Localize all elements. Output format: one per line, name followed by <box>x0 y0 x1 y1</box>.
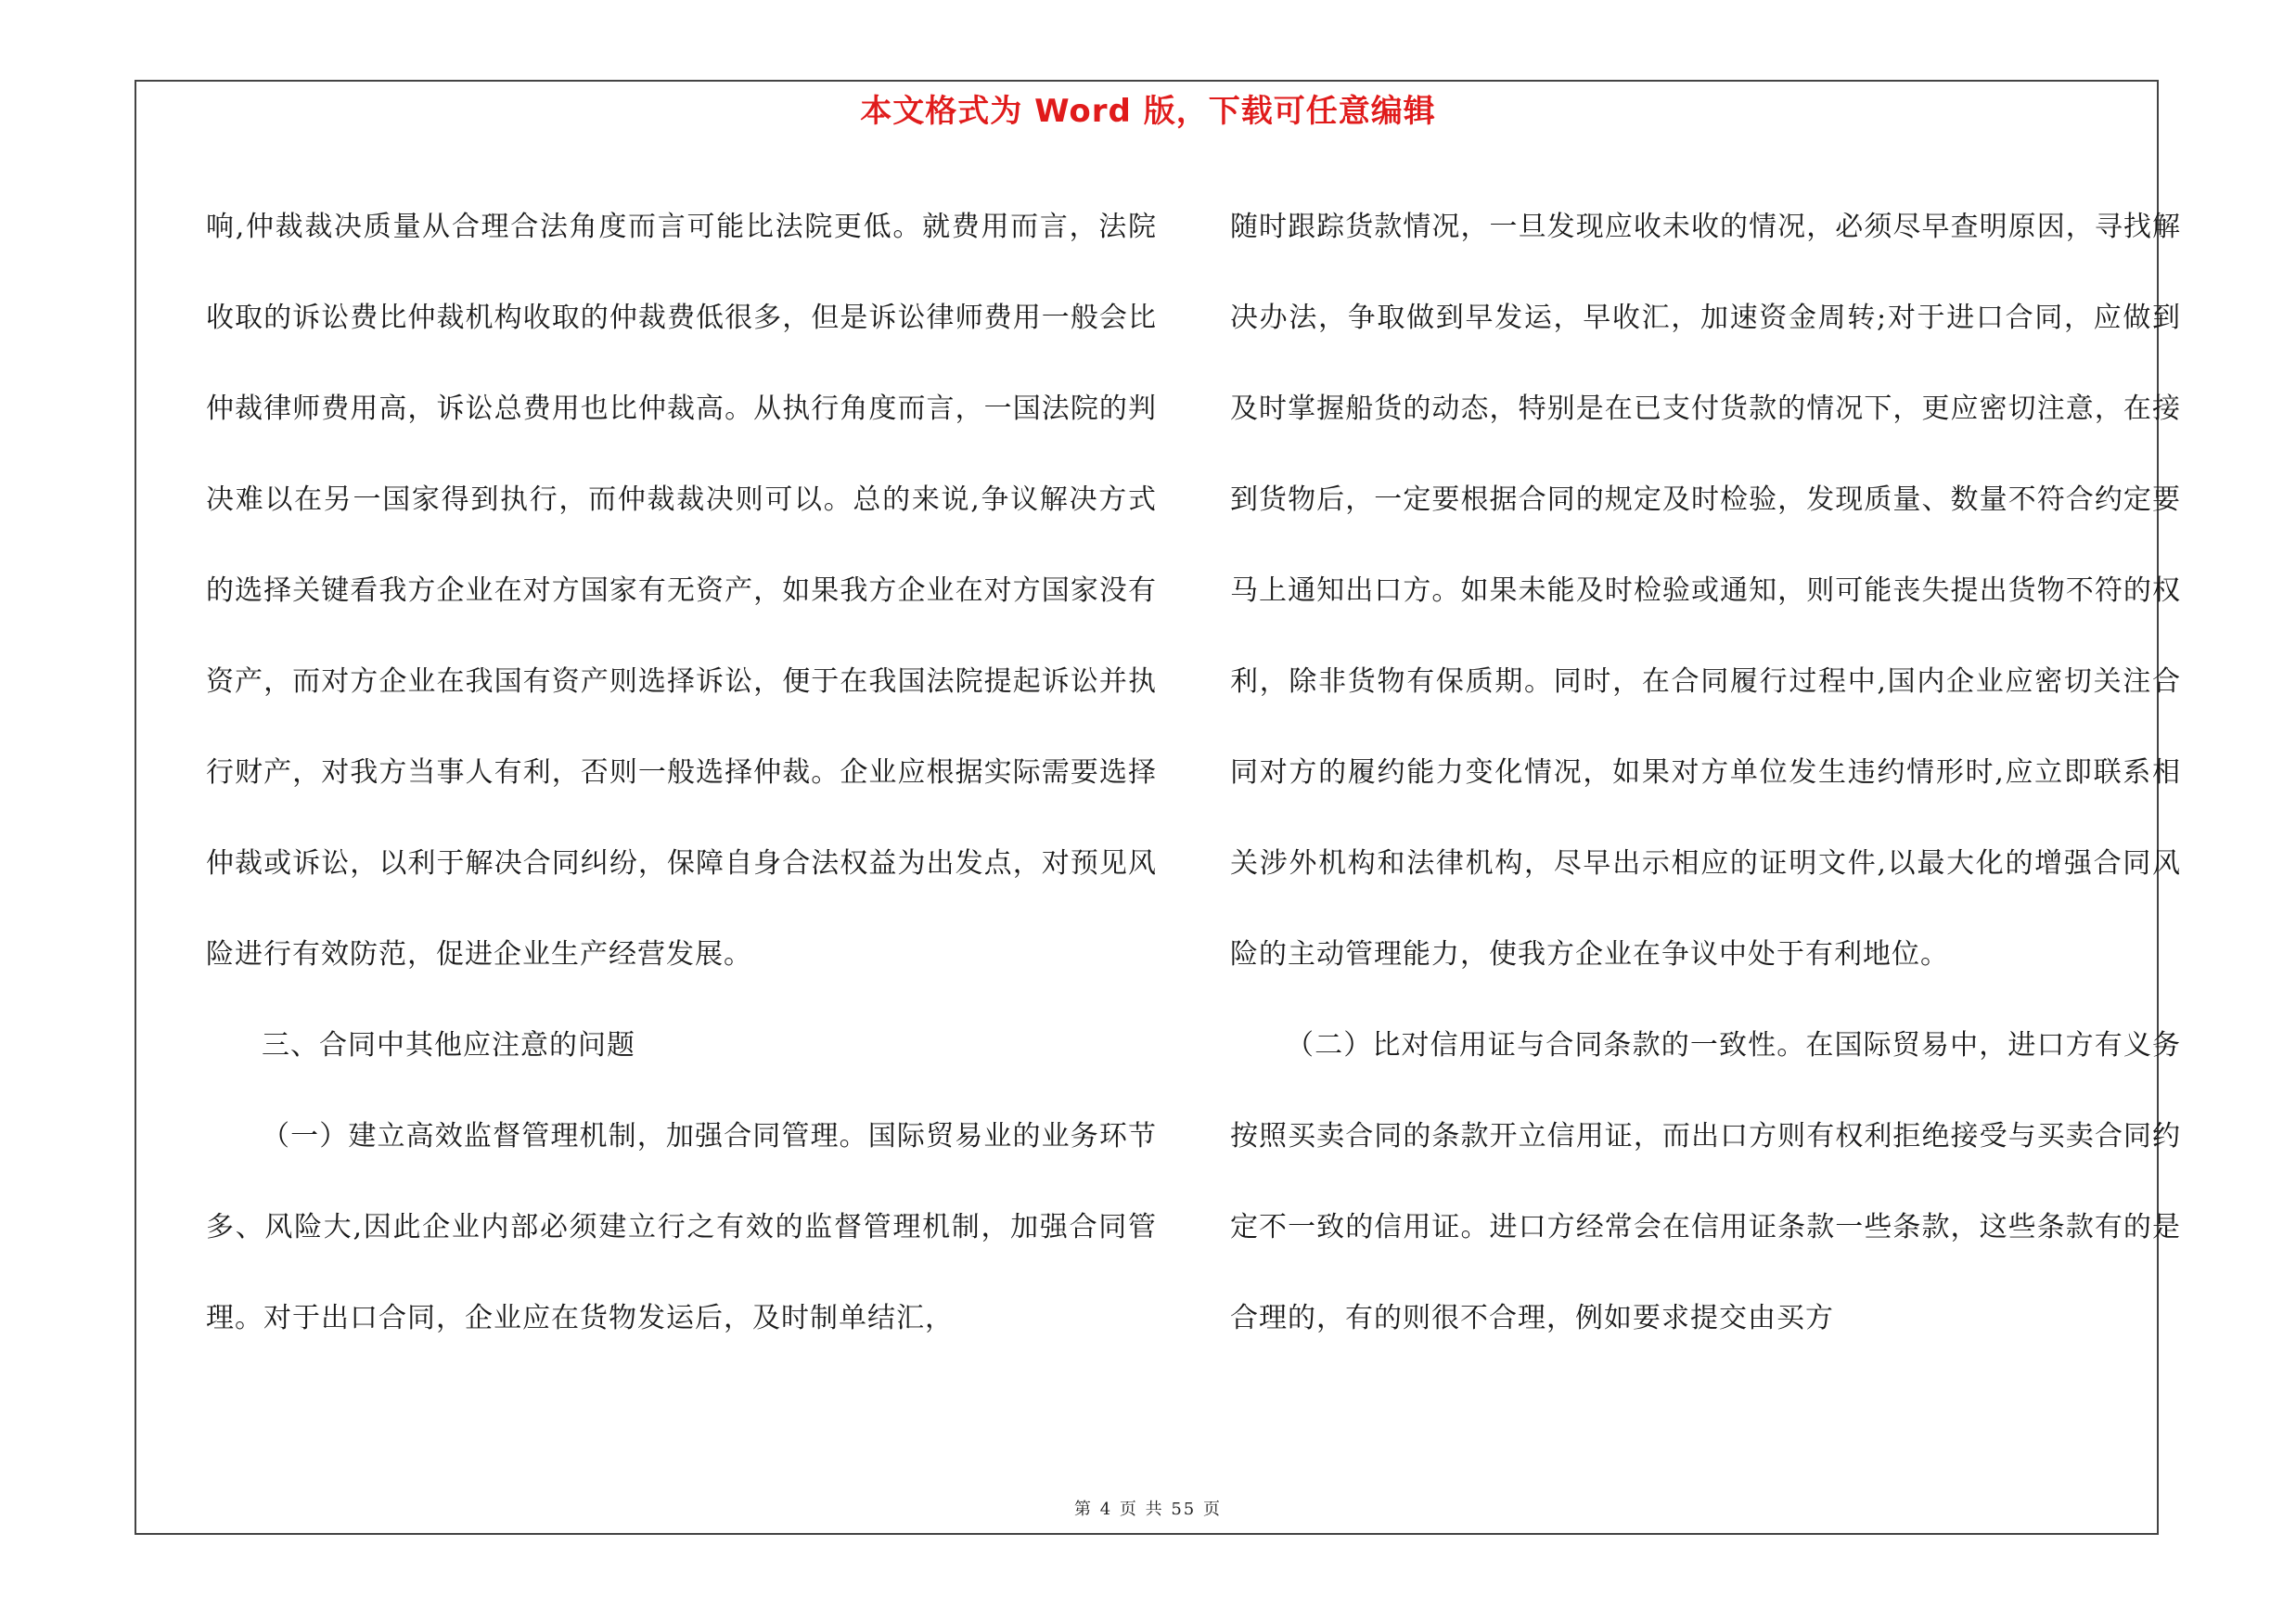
left-text-column <box>206 182 1157 1364</box>
body-paragraph: 随时跟踪货款情况，一旦发现应收未收的情况，必须尽早查明原因，寻找解决办法，争取做到早发运，早收汇，加速资金周转;对于进口合同，应做到及时掌握船货的动态，特别是在已支付货款的情况下，更应密切注意，在接到货物后，一定要根据合同的规定及时检验，发现质量、数量不符合约定要马上通知出口方。如果未能及时检验或通知，则可能丧失提出货物不符的权利，除非货物有保质期。同时，在合同履行过程中,国内企业应密切关注合同对方的履约能力变化情况，如果对方单位发生违约情形时,应立即联系相关涉外机构和法律机构，尽早出示相应的证明文件,以最大化的增强合同风险的主动管理能力，使我方企业在争议中处于有利地位。 <box>1230 211 2181 971</box>
section-heading: 三、合同中其他应注意的问题 <box>262 1029 635 1062</box>
right-text-column <box>1230 182 2181 1364</box>
page-number: 第 4 页 共 55 页 <box>1074 1500 1222 1519</box>
body-paragraph: 响,仲裁裁决质量从合理合法角度而言可能比法院更低。就费用而言，法院收取的诉讼费比仲裁机构收取的仲裁费低很多，但是诉讼律师费用一般会比仲裁律师费用高，诉讼总费用也比仲裁高。从执行角度而言，一国法院的判决难以在另一国家得到执行，而仲裁裁决则可以。总的来说,争议解决方式的选择关键看我方企业在对方国家有无资产，如果我方企业在对方国家没有资产，而对方企业在我国有资产则选择诉讼，便于在我国法院提起诉讼并执行财产，对我方当事人有利，否则一般选择仲裁。企业应根据实际需要选择仲裁或诉讼，以利于解决合同纠纷，保障自身合法权益为出发点，对预见风险进行有效防范，促进企业生产经营发展。 <box>206 211 1157 971</box>
body-paragraph: （二）比对信用证与合同条款的一致性。在国际贸易中，进口方有义务按照买卖合同的条款开立信用证，而出口方则有权利拒绝接受与买卖合同约定不一致的信用证。进口方经常会在信用证条款一些条款，这些条款有的是合理的，有的则很不合理，例如要求提交由买方 <box>1230 1029 2181 1334</box>
download-banner: 本文格式为 Word 版，下载可任意编辑 <box>860 93 1436 130</box>
body-paragraph: （一）建立高效监督管理机制，加强合同管理。国际贸易业的业务环节多、风险大,因此企业内部必须建立行之有效的监督管理机制，加强合同管理。对于出口合同，企业应在货物发运后，及时制单结汇， <box>206 1120 1157 1334</box>
